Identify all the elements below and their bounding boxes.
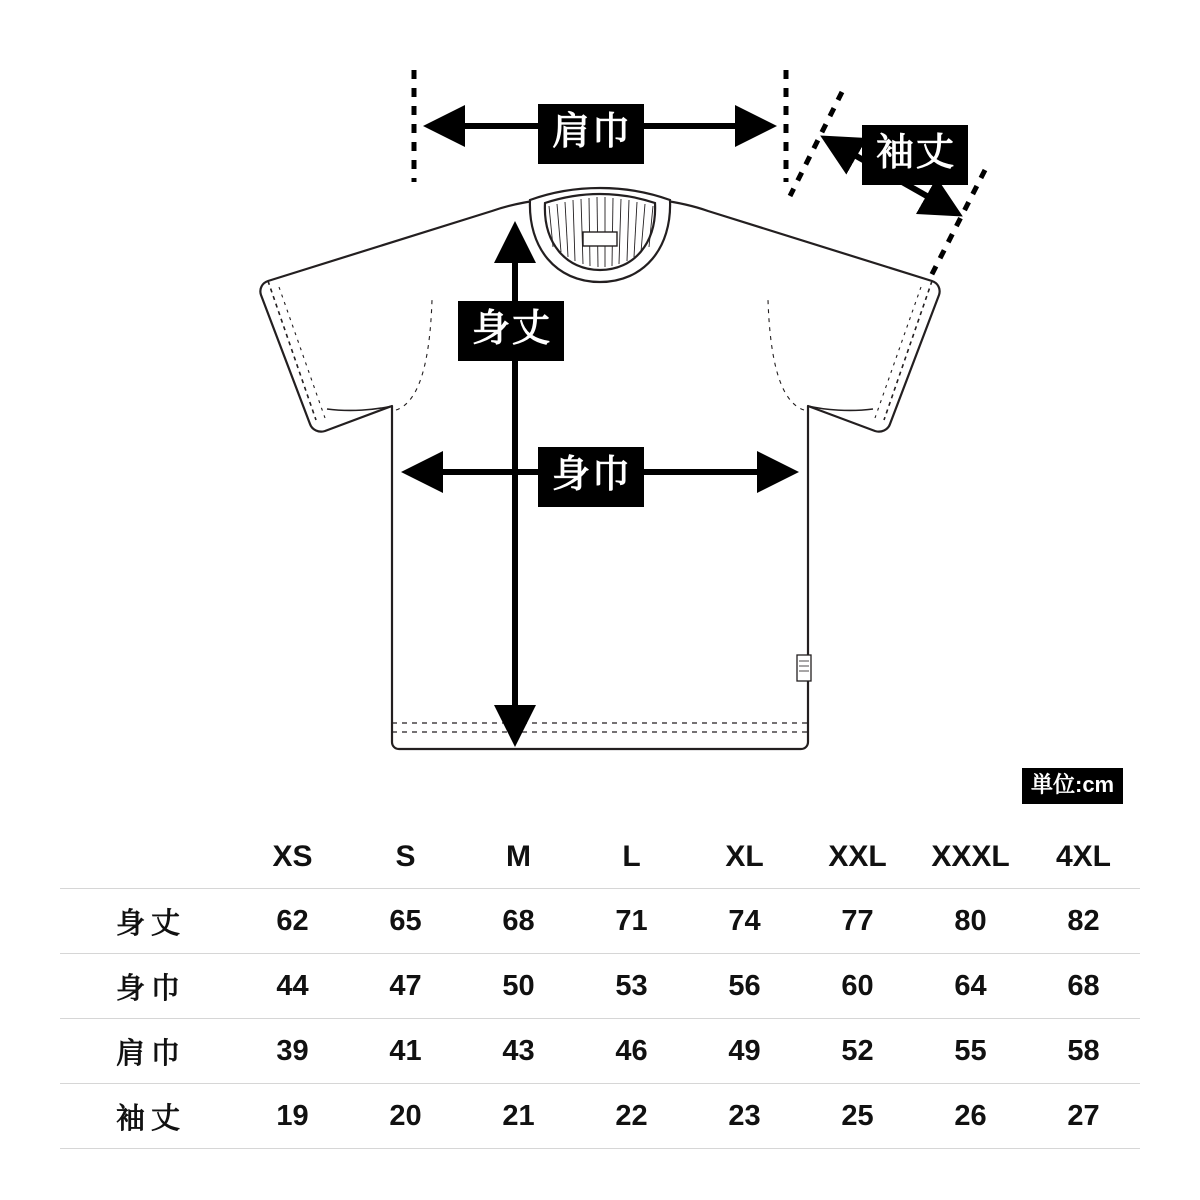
size-header-4xl: 4XL — [1055, 840, 1112, 873]
size-header-s: S — [395, 840, 416, 873]
cell-sleeve-length-s: 20 — [389, 1099, 422, 1132]
cell-body-width-s: 47 — [389, 969, 422, 1002]
cell-sleeve-length-xxxl: 26 — [954, 1099, 987, 1132]
size-table-body — [60, 889, 1140, 1149]
cell-body-width-xxl: 60 — [841, 969, 874, 1002]
label-body-length: 身丈 — [458, 301, 564, 361]
size-table-container — [60, 826, 1140, 1149]
size-header-xxxl: XXXL — [931, 840, 1010, 873]
cell-body-width-xl: 56 — [728, 969, 761, 1002]
cell-sleeve-length-xxl: 25 — [841, 1099, 874, 1132]
table-header-row — [60, 826, 1140, 889]
size-header-xs: XS — [272, 840, 313, 873]
row-label-body-width: 身巾 — [115, 972, 186, 1005]
cell-body-length-s: 65 — [389, 904, 422, 937]
cell-sleeve-length-l: 22 — [615, 1099, 648, 1132]
row-label-body-length: 身丈 — [115, 907, 186, 940]
cell-body-width-xxxl: 64 — [954, 969, 987, 1002]
table-row — [60, 1084, 1140, 1149]
cell-body-width-m: 50 — [502, 969, 535, 1002]
cell-shoulder-width-xs: 39 — [276, 1034, 309, 1067]
cell-sleeve-length-4xl: 27 — [1067, 1099, 1100, 1132]
table-corner-cell — [60, 826, 236, 889]
cell-shoulder-width-s: 41 — [389, 1034, 422, 1067]
cell-body-length-xs: 62 — [276, 904, 309, 937]
label-body-width: 身巾 — [538, 447, 644, 507]
cell-shoulder-width-xl: 49 — [728, 1034, 761, 1067]
label-shoulder-width: 肩巾 — [538, 104, 644, 164]
size-table-head — [60, 826, 1140, 889]
cell-body-width-4xl: 68 — [1067, 969, 1100, 1002]
cell-shoulder-width-l: 46 — [615, 1034, 648, 1067]
cell-body-length-l: 71 — [615, 904, 648, 937]
cell-shoulder-width-xxxl: 55 — [954, 1034, 987, 1067]
table-row — [60, 889, 1140, 954]
label-sleeve-length: 袖丈 — [862, 125, 968, 185]
row-label-shoulder-width: 肩巾 — [115, 1037, 186, 1070]
cell-sleeve-length-xl: 23 — [728, 1099, 761, 1132]
size-header-xxl: XXL — [828, 840, 887, 873]
cell-shoulder-width-xxl: 52 — [841, 1034, 874, 1067]
size-header-xl: XL — [725, 840, 764, 873]
cell-shoulder-width-m: 43 — [502, 1034, 535, 1067]
size-header-m: M — [506, 840, 531, 873]
row-label-sleeve-length: 袖丈 — [115, 1102, 186, 1135]
cell-body-length-xxl: 77 — [841, 904, 874, 937]
cell-body-length-xxxl: 80 — [954, 904, 987, 937]
size-header-l: L — [622, 840, 641, 873]
table-row — [60, 1019, 1140, 1084]
cell-body-width-l: 53 — [615, 969, 648, 1002]
cell-sleeve-length-m: 21 — [502, 1099, 535, 1132]
cell-body-length-4xl: 82 — [1067, 904, 1100, 937]
unit-badge: 単位:cm — [1022, 768, 1123, 804]
table-row — [60, 954, 1140, 1019]
cell-shoulder-width-4xl: 58 — [1067, 1034, 1100, 1067]
cell-body-length-m: 68 — [502, 904, 535, 937]
size-table — [60, 826, 1140, 1149]
cell-sleeve-length-xs: 19 — [276, 1099, 309, 1132]
cell-body-length-xl: 74 — [728, 904, 761, 937]
cell-body-width-xs: 44 — [276, 969, 309, 1002]
